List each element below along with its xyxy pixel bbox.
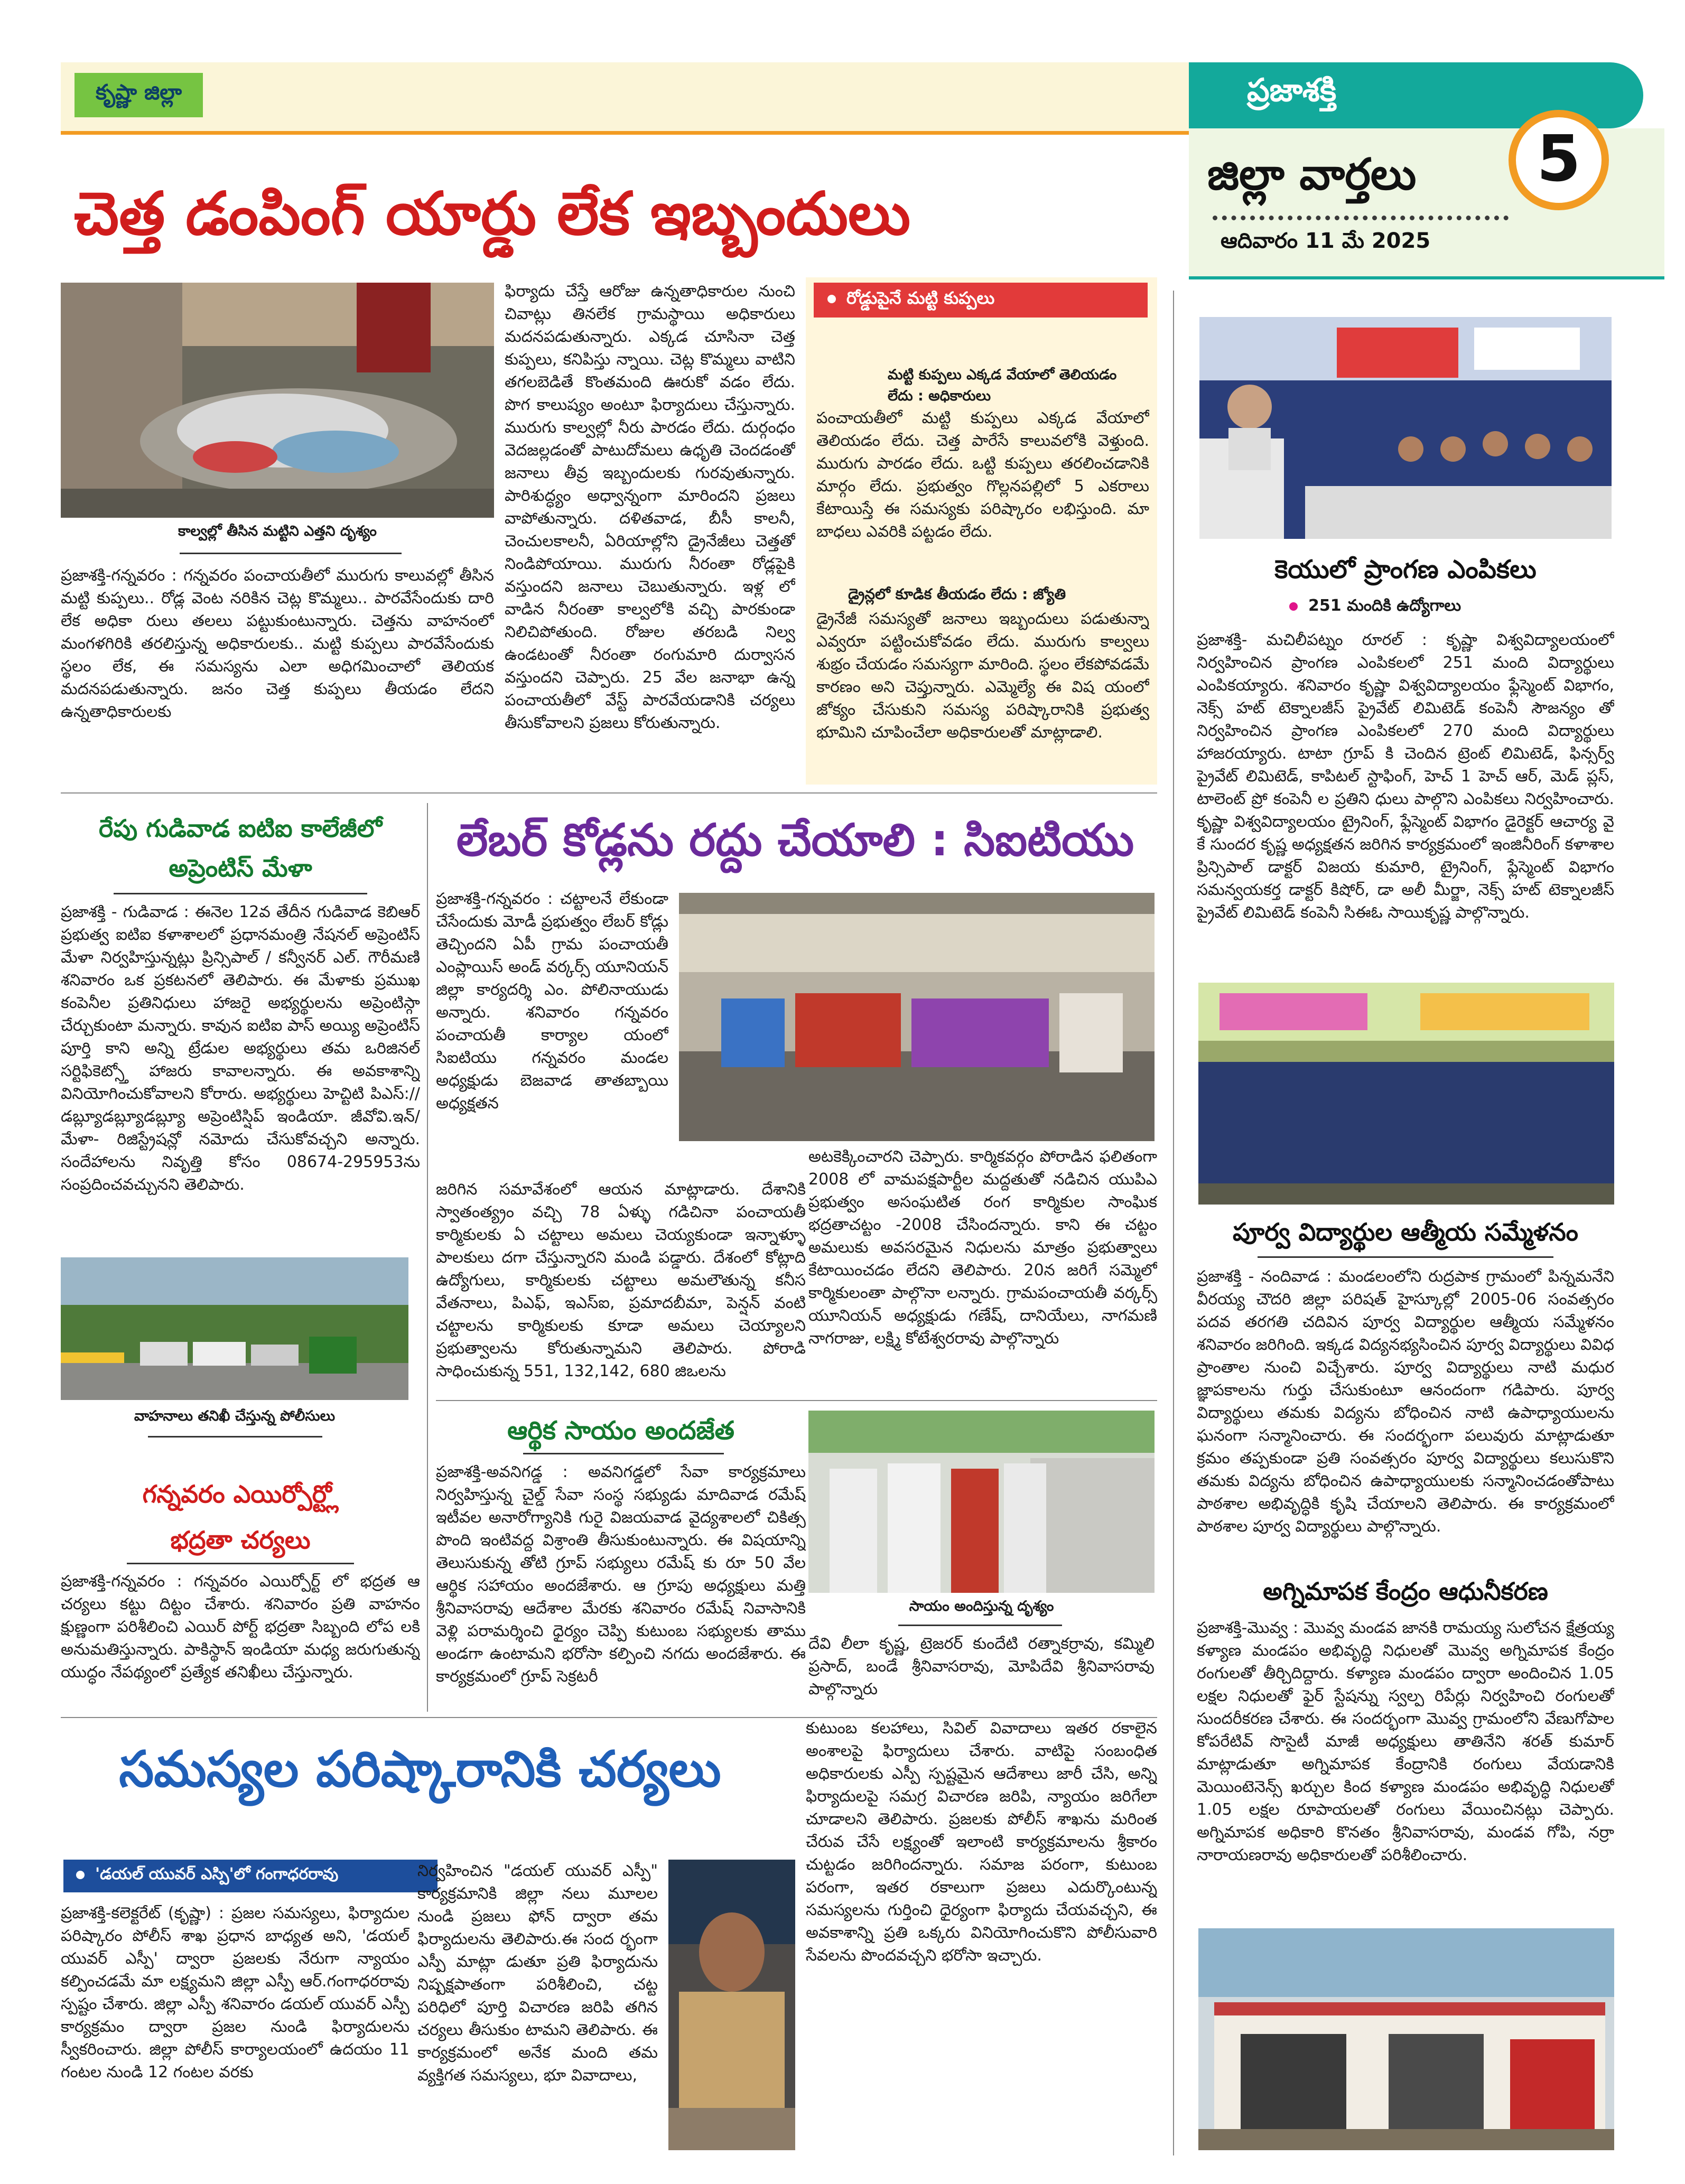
rule (114, 893, 367, 894)
section-title: జిల్లా వార్తలు (1207, 150, 1417, 200)
aid-body: ప్రజాశక్తి-అవనిగడ్డ : అవనిగడ్డలో సేవా కార్యక్రమాలు నిర్వహిస్తున్న చైల్డ్ సేవా సంస్థ సభ్యుడు మాదివాడ రమేష్ ఇటీవల అనారోగ్యానికి గురై విజయవాడ వైద్యశాలలో చికిత్స పొంది ఇంటివద్ద విశ్రాంతి తీసుకుంటున్నారు. ఈ విషయాన్ని తెలుసుకున్న తోటి గ్రూప్ సభ్యులు రమేష్ కు రూ 50 వేల ఆర్థిక సహాయం అందజేశారు. ఆ గ్రూపు అధ్యక్షులు మత్తి శ్రీనివాసరావు ఆదేశాల మేరకు శనివారం రమేష్ నివాసానికి వెళ్లి పరామర్శించి ధైర్యం చెప్పి కుటుంబ సభ్యులకు తాము అండగా ఉంటామని భరోసా కల్పించి నగదు అందజేశారు. ఈ కార్యక్రమంలో గ్రూప్ సెక్రటరీ (436, 1463, 806, 1686)
photo-caption-aid: సాయం అందిస్తున్న దృశ్యం (909, 1598, 1054, 1614)
photo-sp (668, 1860, 795, 2150)
headline-aid: ఆర్థిక సాయం అందజేత (507, 1416, 734, 1445)
headline-apprentice-l1: రేపు గుడివాడ ఐటిఐ కాలేజీలో (98, 814, 383, 843)
rule (1258, 1256, 1553, 1258)
page-number: 5 (1537, 123, 1581, 196)
column-rule-right (1173, 291, 1174, 2155)
headline-fire: అగ్నిమాపక కేంద్రం ఆధునీకరణ (1263, 1577, 1548, 1606)
page-number-badge (1509, 110, 1609, 210)
photo-caption-police: వాహనాలు తనిఖీ చేస్తున్న పోలీసులు (134, 1408, 336, 1424)
headline-campus: కెయులో ప్రాంగణ ఎంపికలు (1274, 555, 1537, 584)
box-p2: డ్రైనేజీ సమస్యతో జనాలు ఇబ్బందులు పడుతున్నా ఎవ్వరూ పట్టించుకోవడం లేదు. మురుగు కాల్వలు శుభ్రం చేయడం సమస్యగా మారింది. స్థలం లేకపోవడమే కారణం అని చెప్తున్నారు. ఎమ్మెల్యే ఈ విష యంలో జోక్యం చేసుకుని సమస్య పరిష్కారానికి ప్రభుత్వ భూమిని చూపించేలా అధికారులతో మాట్లాడాలి. (816, 610, 1149, 742)
story1-col1: ప్రజాశక్తి-గన్నవరం : గన్నవరం పంచాయతీలో మురుగు కాలువల్లో తీసిన మట్టి కుప్పలు.. రోడ్ల వెంట నరికిన చెట్ల కొమ్మలు.. పారవేసేందుకు దారి లేక అధికా రులు తలలు పట్టుకుంటున్నారు. చెత్తను వాహనంలో మంగళగిరికి తరలిస్తున్న అధికారులకు.. మట్టి కుప్పలు పారవేసేందుకు స్థలం లేక, ఈ సమస్యను ఎలా అధిగమించాలో తెలియక మదనపడుతున్నారు. జనం చెత్త కుప్పలు తీయడం లేదని ఉన్నతాధికారులకు (61, 566, 494, 721)
campus-sub-text: 251 మందికి ఉద్యోగాలు (1308, 596, 1461, 615)
band-rule-1 (61, 792, 1157, 794)
campus-sub (1289, 594, 1606, 618)
rule (148, 1436, 322, 1438)
box-sub1: మట్టి కుప్పలు ఎక్కడ వేయాలో తెలియడం లేదు : అధికారులు (888, 367, 1117, 404)
column-rule-left (427, 803, 428, 1712)
headline-labour: లేబర్ కోడ్లను రద్దు చేయాలి : సిఐటియు (456, 814, 1134, 866)
apprentice-body: ప్రజాశక్తి - గుడివాడ : ఈనెల 12వ తేదీన గుడివాడ కెబిఆర్ ప్రభుత్వ ఐటిఐ కళాశాలలో ప్రధానమంత్రి నేషనల్ అప్రెంటిస్ మేళా నిర్వహిస్తున్నట్లు ప్రిన్సిపాల్ / కన్వీనర్ ఎల్. గౌరీమణి శనివారం ఒక ప్రకటనలో తెలిపారు. ఈ మేళాకు ప్రముఖ కంపెనీల ప్రతినిధులు హాజరై అభ్యర్థులను అప్రెంటిస్గా చేర్చుకుంటా మన్నారు. కావున ఐటిఐ పాస్ అయ్యి అప్రెంటిస్ పూర్తి కాని అన్ని ట్రేడుల అభ్యర్థులు తమ ఒరిజినల్ సర్టిఫికెట్స్తో హాజరు కావాలన్నారు. ఈ అవకాశాన్ని వినియోగించుకోవాలని కోరారు. అభ్యర్థులు హెచ్టిటి పిఎస్:// డబ్ల్యూడబ్ల్యూడబ్ల్యూ అప్రెంటిస్షిప్ ఇండియా. జీవోవి.ఇన్/మేళా- రిజిస్ట్రేషన్లో నమోదు చేసుకోవచ్చని అన్నారు. సందేహాలను నివృత్తి కోసం 08674-295953ను సంప్రదించవచ్చునని తెలిపారు. (61, 903, 420, 1194)
photo-campus (1199, 317, 1612, 539)
campus-body: ప్రజాశక్తి- మచిలీపట్నం రూరల్ : కృష్ణా విశ్వవిద్యాలయంలో నిర్వహించిన ప్రాంగణ ఎంపికలలో 251 మంది విద్యార్థులు ఎంపికయ్యారు. శనివారం కృష్ణా విశ్వవిద్యాలయం ఫ్లేస్మెంట్ విభాగం, నెక్స్ హట్ టెక్నాలజీస్ ప్రైవేట్ లిమిటెడ్ కంపెనీ సౌజన్యం తో నిర్వహించిన ప్రాంగణ ఎంపికలలో 270 మంది విద్యార్థులు హాజరయ్యారు. టాటా గ్రూప్ కి చెందిన ట్రెంట్ లిమిటెడ్, ఫిన్సర్వ్ ప్రైవేట్ లిమిటెడ్, కాపిటల్ స్టాఫింగ్, హెచ్ 1 హెచ్ ఆర్, మెడ్ ప్లస్, టాలెంట్ ప్రో కంపెనీ ల ప్రతిని ధులు పాల్గొని ఎంపికలు నిర్వహించారు. కృష్ణా విశ్వవిద్యాలయం ట్రైనింగ్, ఫ్లేస్మెంట్ విభాగం డైరెక్టర్ ఆచార్య వై కే సుందర కృష్ణ అధ్యక్షతన జరిగిన కార్యక్రమంలో ఇంజినీరింగ్ కళాశాల ప్రిన్సిపాల్ డాక్టర్ విజయ కుమారి, ట్రైనింగ్, ఫ్లేస్మెంట్ విభాగం సమన్వయకర్త డాక్టర్ కిషోర్, డా అలీ మీర్జా, నెక్స్ హట్ టెక్నాలజీస్ ప్రైవేట్ లిమిటెడ్ కంపెనీ సిఈఓ సాయికృష్ణ పాల్గొన్నారు. (1197, 631, 1614, 922)
headline-alumni: పూర్వ విద్యార్థుల ఆత్మీయ సమ్మేళనం (1233, 1218, 1578, 1246)
photo-fire-station (1198, 1928, 1614, 2150)
airport-body: ప్రజాశక్తి-గన్నవరం : గన్నవరం ఎయిర్పోర్ట్ లో భద్రత ఆ చర్యలు కట్టు దిట్టం చేశారు. శనివారం ప్రతి వాహనం క్షుణ్ణంగా పరిశీలించి ఎయిర్ పోర్ట్ భద్రతా సిబ్బంది లోప లకి అనుమతిస్తున్నారు. పాకిస్థాన్ ఇండియా మధ్య జరుగుతున్న యుద్ధం నేపథ్యంలో ప్రత్యేక తనిఖీలు చేస్తున్నారు. (61, 1572, 420, 1682)
rule (898, 1625, 1062, 1626)
band-rule-2 (436, 1400, 1157, 1401)
headline-apprentice-l2: అప్రెంటిస్ మేళా (169, 854, 312, 882)
box-p1: పంచాయతీలో మట్టి కుప్పలు ఎక్కడ వేయాలో తెలియడం లేదు. చెత్త పారేసే కాలువలోకి వెళ్తుంది. మురుగు పారడం లేదు. ఒట్టి కుప్పలు తరలించడానికి మార్గం లేదు. ప్రభుత్వం గొల్లనపల్లిలో 5 ఎకరాలు కేటాయిస్తే ఈ సమస్యకు పరిష్కారం లభిస్తుంది. మా బాధలు ఎవరికి పట్టడం లేదు. (816, 409, 1149, 541)
rule (523, 1453, 724, 1454)
photo-caption-garbage: కాల్వల్లో తీసిన మట్టిని ఎత్తని దృశ్యం (178, 523, 377, 539)
labour-body2: జరిగిన సమావేశంలో ఆయన మాట్లాడారు. దేశానికి స్వాతంత్య్రం వచ్చి 78 ఏళ్ళు గడిచినా పంచాయతీ కార్మికులకు ఏ చట్టాలు అమలు చెయ్యకుండా ఇన్నాళ్ళూ పాలకులు దగా చేస్తున్నారని మండి పడ్డారు. దేశంలో కోట్లాది ఉద్యోగులు, కార్మికులకు చట్టాలు అమలౌతున్న కనీస వేతనాలు, పిఎఫ్, ఇఎస్ఐ, ప్రమాదబీమా, పెన్షన్ వంటి చట్టాలను కార్మికులకు కూడా అమలు చెయ్యాలని ప్రభుత్వాలను కోరుతున్నామని తెలిపారు. పోరాడి సాధించుకున్న 551, 132,142, 680 జిఒలను (436, 1180, 806, 1380)
labour-body3: అటకెక్కించారని చెప్పారు. కార్మికవర్గం పోరాడిన ఫలితంగా 2008 లో వామపక్షపార్టీల మద్దతుతో నడిచిన యుపిఎ ప్రభుత్వం అసంఘటిత రంగ కార్మికుల సాంఘిక భద్రతాచట్టం -2008 చేసిందన్నారు. కాని ఈ చట్టం అమలుకు అవసరమైన నిధులను మాత్రం ప్రభుత్వాలు కేటాయించడం లేదని తెలిపారు. 20న జరిగే సమ్మెలో కార్మికులంతా పాల్గొనా లన్నారు. గ్రామపంచాయతీ వర్కర్స్ యూనియన్ అధ్యక్షుడు గణేష్, దానియేలు, నాగమణి నాగరాజు, లక్ష్మి కోటేశ్వరరావు పాల్గొన్నారు (808, 1147, 1157, 1348)
box-tag (814, 283, 1148, 318)
date-line: ఆదివారం 11 మే 2025 (1221, 229, 1431, 253)
dial-col1: ప్రజాశక్తి-కలెక్టరేట్ (కృష్ణా) : ప్రజల సమస్యలు, ఫిర్యాదుల పరిష్కారం పోలీస్ శాఖ ప్రధాన బాధ్యత అని, 'డయల్ యువర్ ఎస్పీ' ద్వారా ప్రజలకు నేరుగా న్యాయం కల్పించడమే మా లక్ష్యమని జిల్లా ఎస్పీ ఆర్.గంగాధరరావు స్పష్టం చేశారు. జిల్లా ఎస్పీ శనివారం డయల్ యువర్ ఎస్పీ కార్యక్రమం ద్వారా ప్రజల నుండి ఫిర్యాదులను స్వీకరించారు. జిల్లా పోలీస్ కార్యాలయంలో ఉదయం 11 గంటల నుండి 12 గంటల వరకు (61, 1904, 409, 2082)
box-sub2: డ్రైన్లలో కూడిక తీయడం లేదు : జ్యోతి (848, 585, 1066, 603)
photo-garbage (61, 283, 494, 518)
rule (127, 1563, 354, 1564)
headline-dumping-yard: చెత్త డంపింగ్ యార్డు లేక ఇబ్బందులు (74, 180, 911, 248)
photo-police-check (61, 1257, 408, 1400)
district-tag: కృష్ణా జిల్లా (75, 73, 203, 117)
headline-airport-l1: గన్నవరం ఎయిర్పోర్ట్లో (142, 1480, 339, 1508)
labour-body1: ప్రజాశక్తి-గన్నవరం : చట్టాలనే లేకుండా చేసేందుకు మోడీ ప్రభుత్వం లేబర్ కోడ్లు తెచ్చిందని ఏపీ గ్రామ పంచాయతీ ఎంప్లాయిస్ అండ్ వర్కర్స్ యూనియన్ జిల్లా కార్యదర్శి ఎం. పోలినాయుడు అన్నారు. శనివారం గన్నవరం పంచాయతీ కార్యాల యంలో సిఐటియు గన్నవరం మండల అధ్యక్షుడు బెజవాడ తాతబ్బాయి అధ్యక్షతన (436, 890, 668, 1113)
headline-dial: సమస్యల పరిష్కారానికి చర్యలు (119, 1741, 721, 1798)
fire-body: ప్రజాశక్తి-మొవ్వ : మొవ్వ మండవ జానకి రామయ్య సులోచన క్షేత్రయ్య కళ్యాణ మండపం అభివృద్ధి నిధులతో మొవ్వ అగ్నిమాపక కేంద్రం రంగులతో తీర్చిదిద్దారు. కళ్యాణ మండపం ద్వారా అందించిన 1.05 లక్షల నిధులతో ఫైర్ స్టేషన్ను స్వల్ప రిపేర్లు నిర్వహించి రంగులతో సుందరీకరణ చేశారు. ఈ సందర్భంగా మొవ్వ గ్రామంలోని వేణుగోపాల కోపరేటివ్ సొసైటీ మాజీ అధ్యక్షులు తాతినేని శరత్ కుమార్ మాట్లాడుతూ అగ్నిమాపక కేంద్రానికి రంగులు వేయడానికి మెయింటెనెన్స్ ఖర్చుల కింద కళ్యాణ మండపం అభివృద్ధి నిధులతో 1.05 లక్షల రూపాయలతో రంగులు వేయించినట్లు చెప్పారు. అగ్నిమాపక అధికారి కొనతం శ్రీనివాసరావు, మండవ గోపి, నర్రా నారాయణరావు అధికారులతో పరిశీలించారు. (1197, 1619, 1614, 1864)
story1-col2: ఫిర్యాదు చేస్తే ఆరోజు ఉన్నతాధికారుల నుంచి చివాట్లు తినలేక గ్రామస్థాయి అధికారులు మదనపడుతున్నారు. ఎక్కడ చూసినా చెత్త కుప్పలు, కనిపిస్తు న్నాయి. చెట్ల కొమ్మలు వాటిని తగలబెడితే కొంతమంది ఊరుకో వడం లేదు. పొగ కాలుష్యం అంటూ ఫిర్యాదులు చేస్తున్నారు. మురుగు కాల్వల్లో నీరు పారడం లేదు. దుర్గంధం వెదజల్లడంతో పాటుదోమలు ఉధృతి చెందడంతో జనాలు తీవ్ర ఇబ్బందులకు గురవుతున్నారు. పారిశుద్ధ్యం అధ్వాన్నంగా మారిందని ప్రజలు వాపోతున్నారు. దళితవాడ, బీసీ కాలనీ, చెంచులకాలనీ, ఏరియాల్లోని డ్రైనేజీలు చెత్తతో నిండిపోయాయి. మురుగు నీరంతా రోడ్లపైకి వస్తుందని జనాలు చెబుతున్నారు. ఇళ్ల లో వాడిన నీరంతా కాల్వలోకి వచ్చి పారకుండా నిలిచిపోతుంది. రోజుల తరబడి నిల్వ ఉండటంతో నీరంతా రంగుమారి దుర్వాసన వస్తుందని చెప్పారు. 25 వేల జనాభా ఉన్న పంచాయతీలో వేస్ట్ పారవేయడానికి చర్యలు తీసుకోవాలని ప్రజలు కోరుతున్నారు. (505, 282, 795, 732)
photo-alumni (1198, 983, 1614, 1205)
dial-col3: కుటుంబ కలహాలు, సివిల్ వివాదాలు ఇతర రకాలైన అంశాలపై ఫిర్యాదులు చేశారు. వాటిపై సంబంధిత అధికారులకు ఎస్పీ స్పష్టమైన ఆదేశాలు జారీ చేసి, అన్ని ఫిర్యాదులపై సమగ్ర విచారణ జరిపి, న్యాయం జరిగేలా చూడాలని తెలిపారు. ప్రజలకు పోలీస్ శాఖను మరింత చేరువ చేసే లక్ష్యంతో ఇలాంటి కార్యక్రమాలను శ్రీకారం చుట్టడం జరిగిందన్నారు. సమాజ పరంగా, కుటుంబ పరంగా, ఇతర రకాలుగా ప్రజలు ఎదుర్కొంటున్న సమస్యలను గుర్తించి ధైర్యంగా ఫిర్యాదు చేయవచ్చని, ఈ అవకాశాన్ని ప్రతి ఒక్కరు వినియోగించుకొని పోలీసువారి సేవలను పొందవచ్చని భరోసా ఇచ్చారు. (806, 1719, 1157, 1965)
dial-tag (63, 1860, 437, 1892)
photo-labour-protest (679, 893, 1155, 1141)
headline-airport-l2: భద్రతా చర్యలు (170, 1526, 311, 1554)
photo-aid (808, 1411, 1155, 1593)
dial-tag-text: 'డయల్ యువర్ ఎస్పి'లో గంగాధరరావు (95, 1865, 339, 1883)
district-tag-bar (61, 62, 1191, 135)
rule (180, 553, 402, 554)
box-tag-text: రోడ్డుపైనే మట్టి కుప్పలు (846, 288, 995, 308)
alumni-body: ప్రజాశక్తి - నందివాడ : మండలంలోని రుద్రపాక గ్రామంలో పిన్నమనేని వీరయ్య చౌదరి జిల్లా పరిషత్ హైస్కూల్లో 2005-06 సంవత్సరం పదవ తరగతి చదివిన పూర్వ విద్యార్థుల ఆత్మీయ సమ్మేళనం శనివారం జరిగింది. ఇక్కడ విద్యనభ్యసించిన పూర్వ విద్యార్థులు వివిధ ప్రాంతాల నుంచి విచ్చేశారు. పూర్వ విద్యార్థులు నాటి మధుర జ్ఞాపకాలను గుర్తు చేసుకుంటూ ఆనందంగా గడిపారు. పూర్వ విద్యార్థులు తమకు విద్యను బోధించిన నాటి ఉపాధ్యాయులను ఘనంగా సన్మానించారు. ఈ సందర్భంగా పలువురు మాట్లాడుతూ క్రమం తప్పకుండా ప్రతి సంవత్సరం పూర్వ విద్యార్థులు కలుసుకొని తమకు విద్యను బోధించిన ఉపాధ్యాయులకు సన్మానించడంతోపాటు పాఠశాల అభివృద్ధికి కృషి చేయాలని తెలిపారు. ఈ కార్యక్రమంలో పాఠశాల పూర్వ విద్యార్థులు పాల్గొన్నారు. (1197, 1267, 1614, 1536)
aid-body-cont: దేవి లీలా కృష్ణ, ట్రెజరర్ కుందేటి రత్నాకర్రావు, కమ్మిలి ప్రసాద్, బండే శ్రీనివాసరావు, మోపిదేవి శ్రీనివాసరావు పాల్గొన్నారు (808, 1635, 1155, 1698)
dotted-divider (1213, 216, 1509, 220)
brand-name: ప్రజాశక్తి (1247, 72, 1337, 109)
dial-col2: నిర్వహించిన "డయల్ యువర్ ఎస్పీ" కార్యక్రమానికి జిల్లా నలు మూలల నుండి ప్రజలు ఫోన్ ద్వారా తమ ఫిర్యాదులను తెలిపారు.ఈ సంద ర్భంగా ఎస్పీ మాట్లా డుతూ ప్రతి ఫిర్యాదును నిష్పక్షపాతంగా పరిశీలించి, చట్ట పరిధిలో పూర్తి విచారణ జరిపి తగిన చర్యలు తీసుకుం టామని తెలిపారు. ఈ కార్యక్రమంలో అనేక మంది తమ వ్యక్తిగత సమస్యలు, భూ వివాదాలు, (417, 1862, 658, 2085)
